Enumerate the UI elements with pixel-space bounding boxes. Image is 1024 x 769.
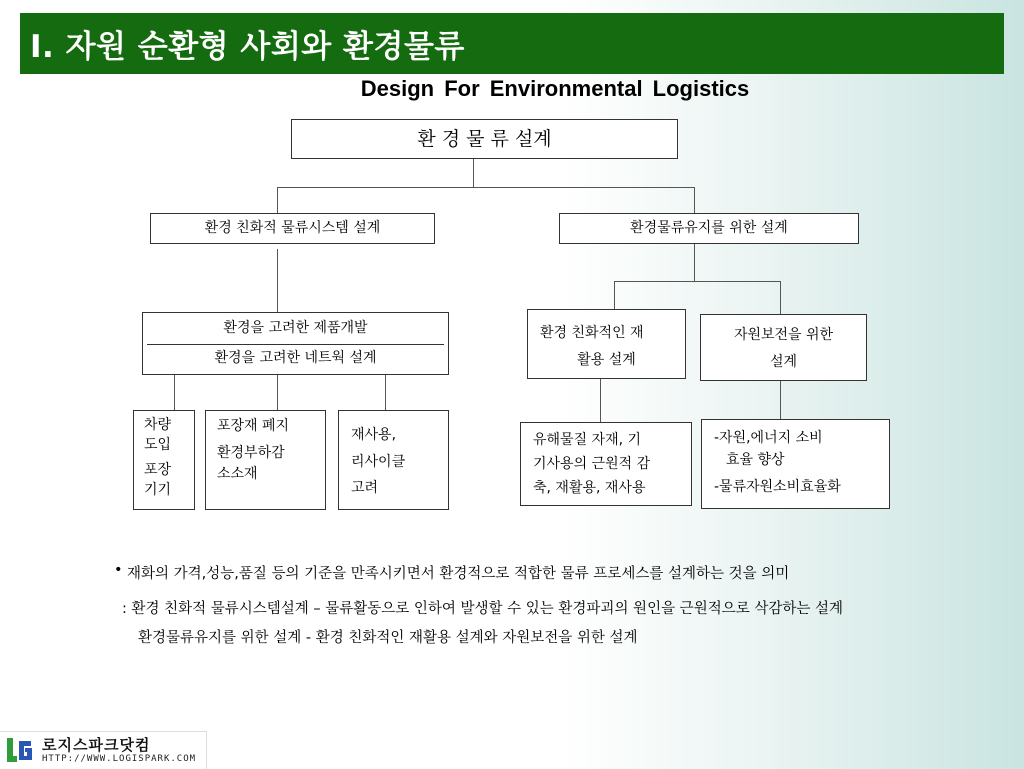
right-branch-node [559,213,859,244]
left-leaf-vehicle-line3: 포장 [144,461,172,478]
left-group-node [142,312,449,375]
slide-subtitle: Design For Environmental Logistics [360,76,750,101]
notes-line3: 환경물류유지를 위한 설계 - 환경 친화적인 재활용 설계와 자원보전을 위한 설계 [138,630,638,646]
connector [473,159,474,187]
slide-title: I. 자원 순환형 사회와 환경물류 [20,13,1004,74]
left-leaf-packaging-line3: 소소재 [217,466,258,482]
left-leaf-reuse-line3: 고려 [351,480,379,497]
right-branch-label: 환경물류유지를 위한 설계 [630,220,788,237]
right-child-recycle-line1: 환경 친화적인 재 [540,325,644,341]
right-leaf-efficiency-line1: -자원,에너지 소비 [714,430,823,446]
connector [277,249,278,312]
right-leaf-efficiency-line3: -물류자원소비효율화 [714,479,841,496]
left-leaf-reuse [338,410,449,510]
logispark-logo-icon [6,737,32,763]
connector [780,281,781,314]
connector [694,187,695,213]
right-leaf-hazardous [520,422,692,506]
left-branch-node [150,213,435,244]
left-leaf-reuse-line1: 재사용, [351,427,397,443]
right-child-recycle-line2: 활용 설계 [577,351,636,368]
root-node [291,119,678,159]
left-group-divider [147,344,444,345]
right-leaf-efficiency [701,419,890,509]
left-leaf-reuse-line2: 리사이클 [351,453,406,470]
logispark-logo [0,731,207,769]
right-leaf-hazardous-line1: 유해물질 자재, 기 [533,432,642,448]
left-leaf-vehicle-line4: 기기 [144,481,172,498]
right-child-conservation-line2: 설계 [769,353,798,370]
notes-line2: : 환경 친화적 물류시스템설계 – 물류활동으로 인하여 발생할 수 있는 환경파괴의 원인을 근원적으로 삭감하는 설계 [122,601,843,617]
connector [600,379,601,422]
right-leaf-hazardous-line2: 기사용의 근원적 감 [533,455,651,472]
root-node-label: 환 경 물 류 설계 [417,127,552,150]
left-branch-label: 환경 친화적 물류시스템 설계 [204,220,381,237]
connector [277,187,278,213]
notes-line1: 재화의 가격,성능,품질 등의 기준을 만족시키면서 환경적으로 적합한 물류 프로세스를 설계하는 것을 의미 [127,566,790,582]
right-child-conservation [700,314,867,381]
logo-url: HTTP://WWW.LOGISPARK.COM [42,754,197,764]
connector [614,281,780,282]
left-leaf-vehicle [133,410,195,510]
connector [780,381,781,419]
connector [694,244,695,281]
left-group-line2: 환경을 고려한 네트웍 설계 [214,350,377,366]
notes-bullet: • [114,562,123,578]
left-leaf-packaging-line2: 환경부하감 [217,445,285,461]
connector [614,281,615,309]
right-leaf-hazardous-line3: 축, 재활용, 재사용 [533,479,646,496]
left-group-line1: 환경을 고려한 제품개발 [223,320,368,336]
connector [385,375,386,410]
connector [174,375,175,410]
connector [277,187,694,188]
right-child-recycle [527,309,686,379]
left-leaf-packaging-line1: 포장재 폐지 [217,418,290,434]
logo-name: 로지스파크닷컴 [42,736,151,754]
right-child-conservation-line1: 자원보전을 위한 [733,327,834,343]
connector [277,375,278,410]
left-leaf-packaging [205,410,326,510]
left-leaf-vehicle-line2: 도입 [144,437,172,454]
right-leaf-efficiency-line2: 효율 향상 [726,451,785,468]
left-leaf-vehicle-line1: 차량 [144,417,172,433]
